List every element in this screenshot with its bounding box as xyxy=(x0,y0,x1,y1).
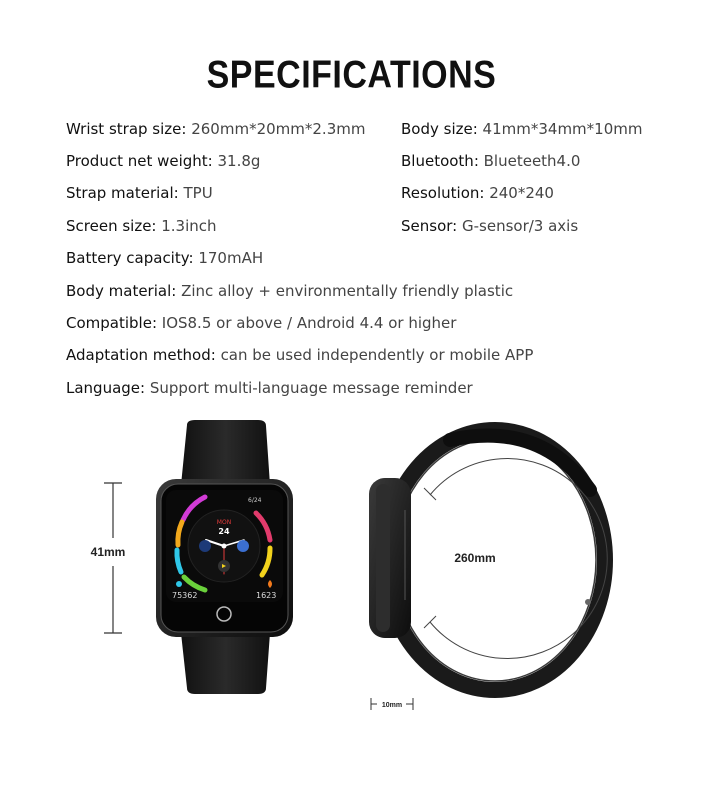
spec-value: 240*240 xyxy=(489,184,554,202)
strap-overlap xyxy=(450,436,590,490)
strap-length-label: 260mm xyxy=(454,551,496,565)
mountain-subdial-icon xyxy=(237,540,249,552)
spec-label: Language: xyxy=(66,379,150,397)
spec-value: TPU xyxy=(183,184,213,202)
spec-value: Blueteeth4.0 xyxy=(483,152,581,170)
spec-label: Battery capacity: xyxy=(66,249,199,267)
spec-value: IOS8.5 or above / Android 4.4 or higher xyxy=(161,314,457,332)
weather-subdial-icon xyxy=(199,540,211,552)
watch-day-number: 24 xyxy=(218,527,230,536)
spec-label: Compatible: xyxy=(66,314,162,332)
spec-label: Body material: xyxy=(66,282,182,300)
steps-icon xyxy=(176,581,182,587)
page-title: SPECIFICATIONS xyxy=(206,53,497,97)
top-strap xyxy=(181,420,270,485)
spec-value: 260mm*20mm*2.3mm xyxy=(191,120,366,138)
watch-calories: 1623 xyxy=(256,591,277,600)
spec-label: Sensor: xyxy=(401,217,462,235)
spec-value: 1.3inch xyxy=(161,217,217,235)
thickness-label: 10mm xyxy=(381,702,403,709)
height-dimension-label: 41mm xyxy=(90,545,126,559)
spec-label: Bluetooth: xyxy=(401,152,484,170)
spec-label: Strap material: xyxy=(66,184,184,202)
watch-date: 6/24 xyxy=(248,497,262,504)
spec-value: 170mAH xyxy=(198,249,264,267)
watch-steps: 75362 xyxy=(172,591,198,600)
spec-value: Support multi-language message reminder xyxy=(149,379,473,397)
strap-buckle xyxy=(585,599,591,605)
spec-label: Wrist strap size: xyxy=(66,120,192,138)
spec-label: Adaptation method: xyxy=(66,346,221,364)
spec-label: Resolution: xyxy=(401,184,490,202)
spec-value: Zinc alloy + environmentally friendly plastic xyxy=(181,282,514,300)
spec-label: Screen size: xyxy=(66,217,162,235)
bottom-strap xyxy=(181,633,270,694)
watch-day: MON xyxy=(216,519,232,526)
spec-value: 31.8g xyxy=(217,152,261,170)
spec-label: Body size: xyxy=(401,120,483,138)
spec-value: G-sensor/3 axis xyxy=(461,217,579,235)
spec-label: Product net weight: xyxy=(66,152,218,170)
spec-value: can be used independently or mobile APP xyxy=(220,346,534,364)
spec-value: 41mm*34mm*10mm xyxy=(482,120,643,138)
